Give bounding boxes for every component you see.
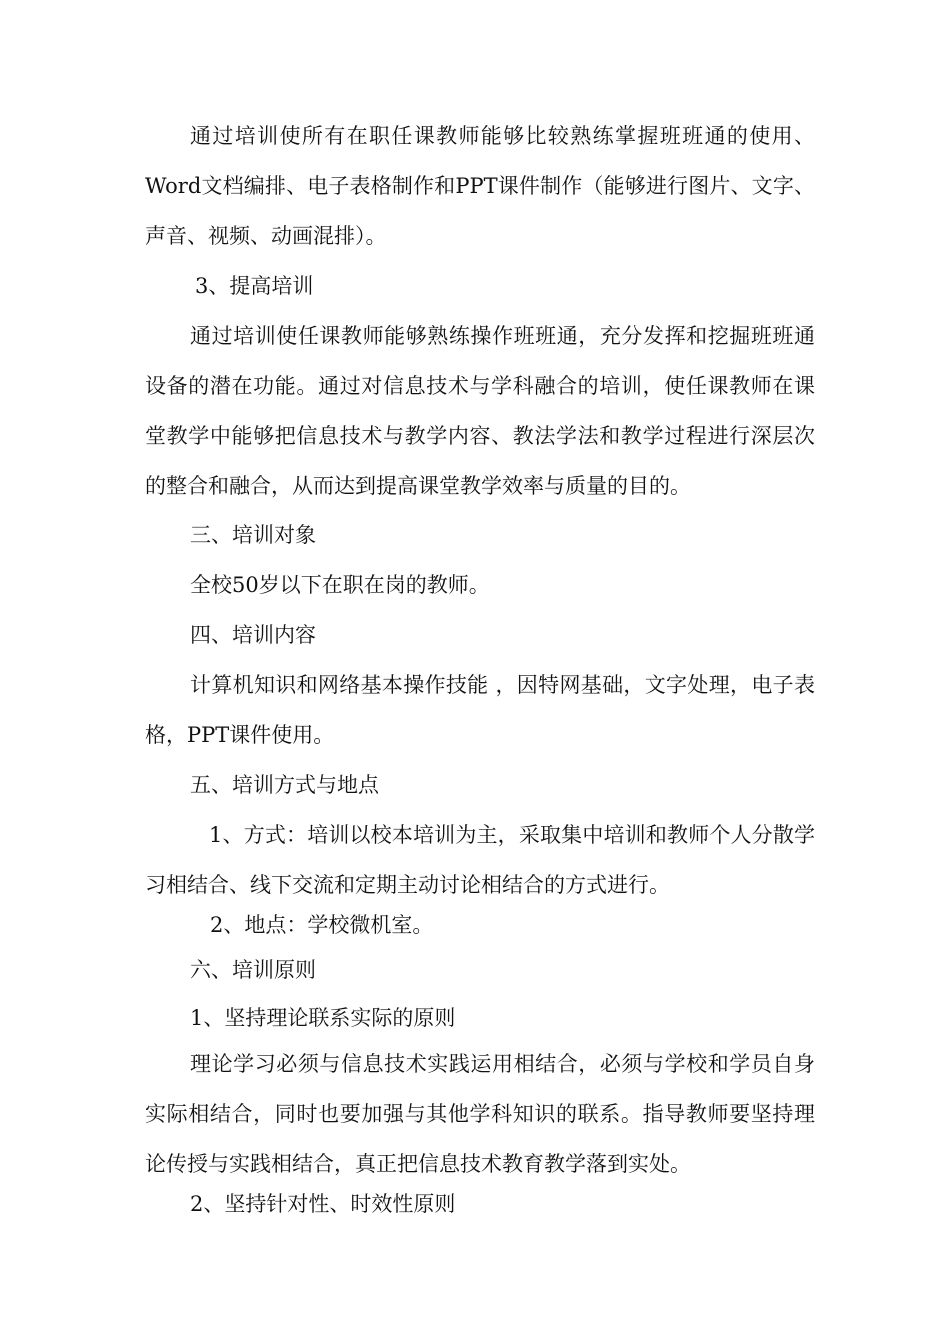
paragraph-basic-training-goal: 通过培训使所有在职任课教师能够比较熟练掌握班班通的使用、Word文档编排、电子表格制作和PPT课件制作（能够进行图片、文字、声音、视频、动画混排）。 [145, 124, 815, 248]
heading-advanced-training: 3、提高培训 [195, 274, 314, 298]
heading-principle-theory-practice: 1、坚持理论联系实际的原则 [190, 1006, 456, 1030]
heading-training-method-location: 五、培训方式与地点 [190, 773, 379, 797]
heading-training-principles: 六、培训原则 [190, 958, 316, 982]
paragraph-training-method: 1、方式：培训以校本培训为主，采取集中培训和教师个人分散学习相结合、线下交流和定期主动讨论相结合的方式进行。 [145, 823, 815, 897]
paragraph-principle-theory-practice: 理论学习必须与信息技术实践运用相结合，必须与学校和学员自身实际相结合，同时也要加强与其他学科知识的联系。指导教师要坚持理论传授与实践相结合，真正把信息技术教育教学落到实处。 [145, 1052, 815, 1176]
paragraph-training-targets: 全校50岁以下在职在岗的教师。 [190, 573, 490, 597]
paragraph-training-location: 2、地点：学校微机室。 [210, 913, 434, 937]
paragraph-training-content: 计算机知识和网络基本操作技能 ，因特网基础，文字处理，电子表格，PPT课件使用。 [145, 673, 815, 747]
heading-principle-relevance-timeliness: 2、坚持针对性、时效性原则 [190, 1192, 456, 1216]
heading-training-content: 四、培训内容 [190, 623, 316, 647]
heading-training-targets: 三、培训对象 [190, 523, 316, 547]
paragraph-advanced-training-goal: 通过培训使任课教师能够熟练操作班班通，充分发挥和挖掘班班通设备的潜在功能。通过对信息技术与学科融合的培训，使任课教师在课堂教学中能够把信息技术与教学内容、教法学法和教学过程进行深层次的整合和融合，从而达到提高课堂教学效率与质量的目的。 [145, 324, 815, 498]
